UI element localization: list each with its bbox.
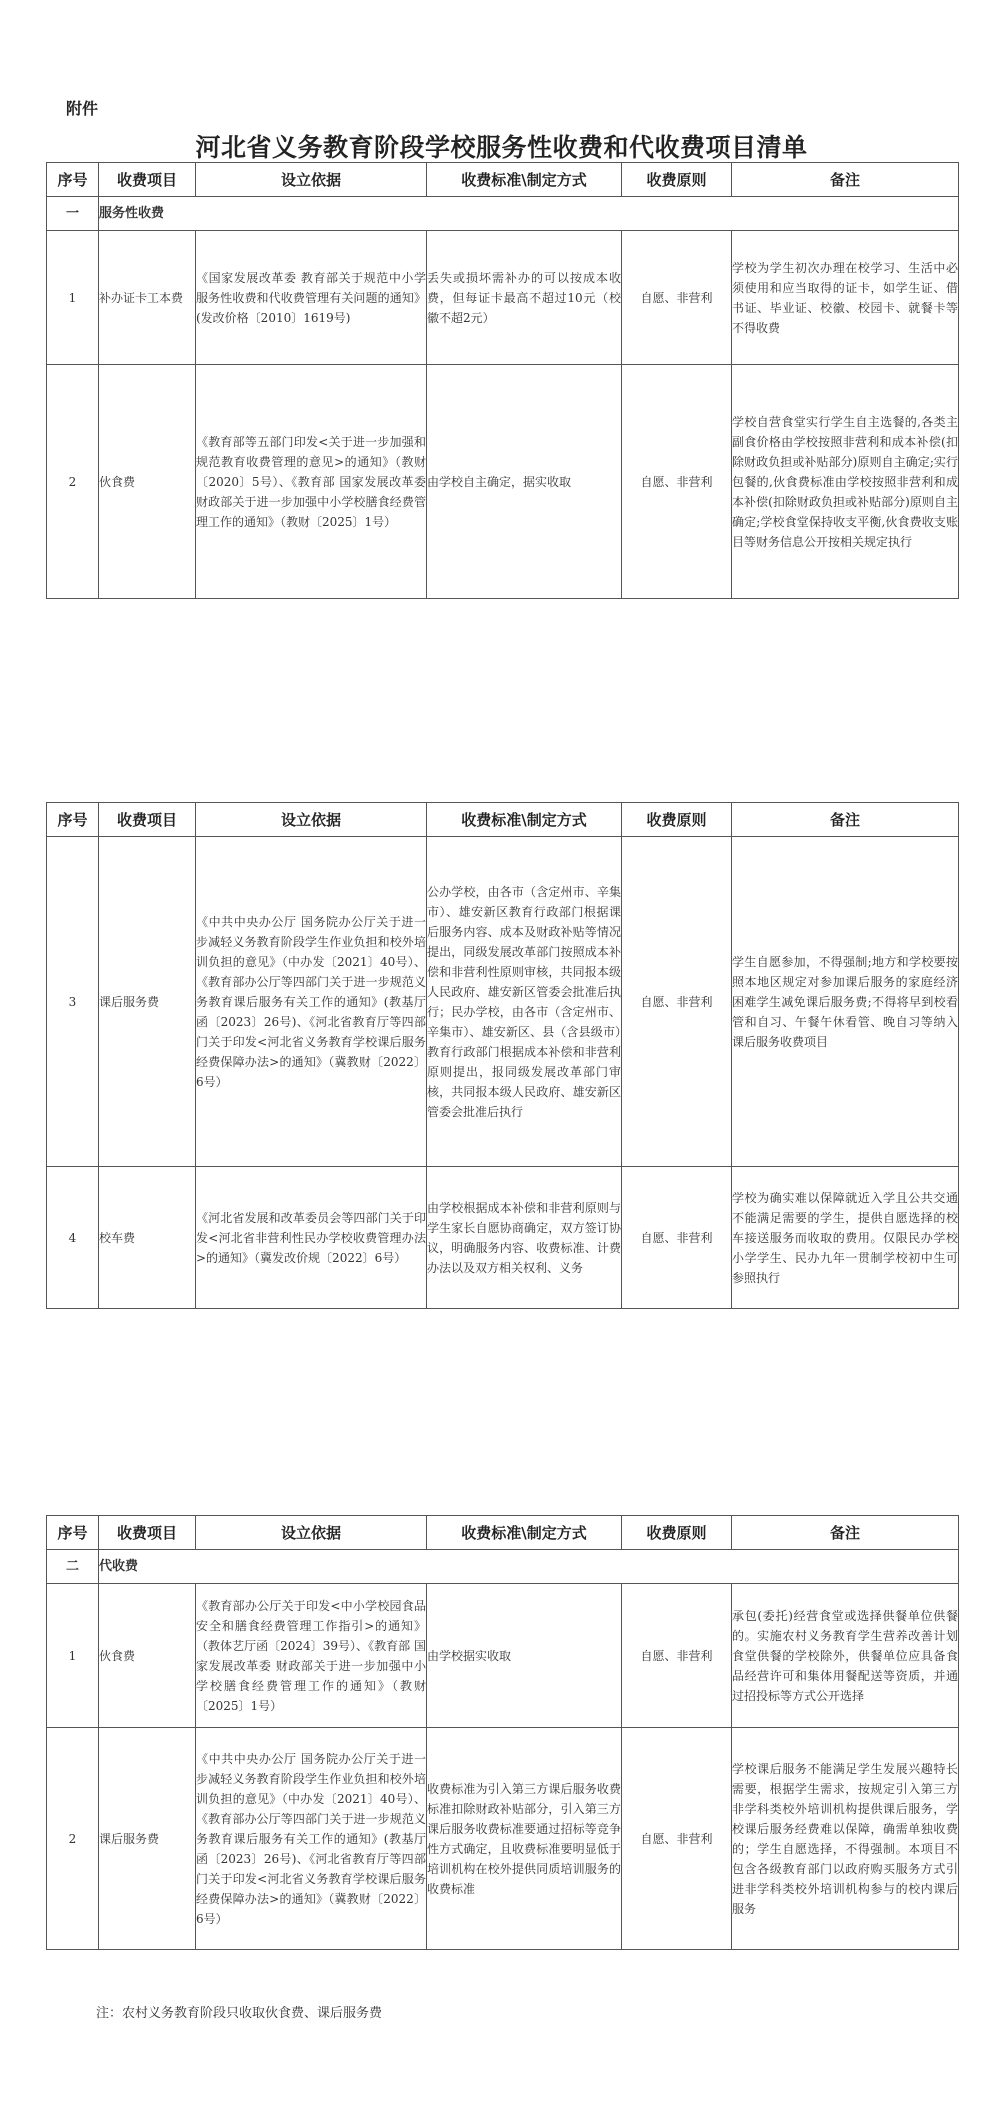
table-row: [47, 1584, 959, 1728]
fee-table-1: [46, 162, 959, 599]
header-index: 序号: [47, 1516, 99, 1550]
row-basis: 《教育部办公厅关于印发<中小学校园食品安全和膳食经费管理工作指引>的通知》（教体艺厅函〔2024〕39号）、《教育部 国家发展改革委 财政部关于进一步加强中小学校膳食经费管理工作的通知》（教财〔2025〕1号）: [196, 1584, 427, 1728]
row-index: 3: [47, 837, 99, 1167]
row-item: 补办证卡工本费: [99, 231, 196, 365]
section-number: 一: [47, 197, 99, 231]
header-principle: 收费原则: [622, 163, 732, 197]
header-item: 收费项目: [99, 803, 196, 837]
header-standard: 收费标准\制定方式: [427, 163, 622, 197]
table-header-row: [47, 1516, 959, 1550]
row-index: 1: [47, 231, 99, 365]
header-item: 收费项目: [99, 163, 196, 197]
row-principle: 自愿、非营利: [622, 365, 732, 599]
row-index: 1: [47, 1584, 99, 1728]
row-remark: 学校课后服务不能满足学生发展兴趣特长需要，根据学生需求，按规定引入第三方非学科类校外培训机构提供课后服务，学校课后服务经费难以保障，确需单独收费的；学生自愿选择，不得强制。本项目不包含各级教育部门以政府购买服务方式引进非学科类校外培训机构参与的校内课后服务: [732, 1728, 959, 1950]
row-index: 4: [47, 1167, 99, 1309]
row-item: 课后服务费: [99, 837, 196, 1167]
row-index: 2: [47, 1728, 99, 1950]
header-basis: 设立依据: [196, 1516, 427, 1550]
row-basis: 《中共中央办公厅 国务院办公厅关于进一步减轻义务教育阶段学生作业负担和校外培训负担的意见》（中办发〔2021〕40号）、《教育部办公厅等四部门关于进一步规范义务教育课后服务有关工作的通知》(教基厅函〔2023〕26号)、《河北省教育厅等四部门关于印发<河北省义务教育学校课后服务经费保障办法>的通知》（冀教财〔2022〕6号）: [196, 1728, 427, 1950]
row-item: 课后服务费: [99, 1728, 196, 1950]
header-index: 序号: [47, 803, 99, 837]
table-row: [47, 365, 959, 599]
header-basis: 设立依据: [196, 163, 427, 197]
table-header-row: [47, 803, 959, 837]
row-standard: 由学校据实收取: [427, 1584, 622, 1728]
section-row: [47, 1550, 959, 1584]
fee-table-3: [46, 1515, 959, 1950]
fee-table-2: [46, 802, 959, 1309]
header-standard: 收费标准\制定方式: [427, 803, 622, 837]
row-principle: 自愿、非营利: [622, 1728, 732, 1950]
table-header-row: [47, 163, 959, 197]
row-standard: 由学校根据成本补偿和非营利原则与学生家长自愿协商确定，双方签订协议，明确服务内容、收费标准、计费办法以及双方相关权利、义务: [427, 1167, 622, 1309]
header-remark: 备注: [732, 803, 959, 837]
header-standard: 收费标准\制定方式: [427, 1516, 622, 1550]
row-basis: 《教育部等五部门印发<关于进一步加强和规范教育收费管理的意见>的通知》（教财〔2020〕5号）、《教育部 国家发展改革委 财政部关于进一步加强中小学校膳食经费管理工作的通知》（教财〔2025〕1号）: [196, 365, 427, 599]
table-row: [47, 837, 959, 1167]
row-principle: 自愿、非营利: [622, 837, 732, 1167]
row-remark: 学校为确实难以保障就近入学且公共交通不能满足需要的学生，提供自愿选择的校车接送服务而收取的费用。仅限民办学校小学学生、民办九年一贯制学校初中生可参照执行: [732, 1167, 959, 1309]
row-basis: 《国家发展改革委 教育部关于规范中小学服务性收费和代收费管理有关问题的通知》(发改价格〔2010〕1619号): [196, 231, 427, 365]
table-row: [47, 1167, 959, 1309]
table-row: [47, 231, 959, 365]
section-label: 服务性收费: [99, 197, 959, 231]
row-principle: 自愿、非营利: [622, 1584, 732, 1728]
row-item: 伙食费: [99, 1584, 196, 1728]
row-remark: 承包(委托)经营食堂或选择供餐单位供餐的。实施农村义务教育学生营养改善计划食堂供餐的学校除外，供餐单位应具备食品经营许可和集体用餐配送等资质，并通过招投标等方式公开选择: [732, 1584, 959, 1728]
row-standard: 公办学校，由各市（含定州市、辛集市）、雄安新区教育行政部门根据课后服务内容、成本及财政补贴等情况提出，同级发展改革部门按照成本补偿和非营利性原则审核，共同报本级人民政府、雄安新区管委会批准后执行；民办学校，由各市（含定州市、辛集市）、雄安新区、县（含县级市）教育行政部门根据成本补偿和非营利原则提出，报同级发展改革部门审核，共同报本级人民政府、雄安新区管委会批准后执行: [427, 837, 622, 1167]
header-principle: 收费原则: [622, 1516, 732, 1550]
row-item: 校车费: [99, 1167, 196, 1309]
header-remark: 备注: [732, 1516, 959, 1550]
header-basis: 设立依据: [196, 803, 427, 837]
row-remark: 学校为学生初次办理在校学习、生活中必须使用和应当取得的证卡，如学生证、借书证、毕业证、校徽、校园卡、就餐卡等不得收费: [732, 231, 959, 365]
row-standard: 由学校自主确定，据实收取: [427, 365, 622, 599]
table-row: [47, 1728, 959, 1950]
section-row: [47, 197, 959, 231]
header-remark: 备注: [732, 163, 959, 197]
row-standard: 收费标准为引入第三方课后服务收费标准扣除财政补贴部分，引入第三方课后服务收费标准要通过招标等竞争性方式确定，且收费标准要明显低于培训机构在校外提供同质培训服务的收费标准: [427, 1728, 622, 1950]
row-basis: 《中共中央办公厅 国务院办公厅关于进一步减轻义务教育阶段学生作业负担和校外培训负担的意见》（中办发〔2021〕40号）、《教育部办公厅等四部门关于进一步规范义务教育课后服务有关工作的通知》(教基厅函〔2023〕26号)、《河北省教育厅等四部门关于印发<河北省义务教育学校课后服务经费保障办法>的通知》（冀教财〔2022〕6号）: [196, 837, 427, 1167]
attachment-label: 附件: [66, 99, 99, 118]
row-remark: 学校自营食堂实行学生自主选餐的,各类主副食价格由学校按照非营利和成本补偿(扣除财政负担或补贴部分)原则自主确定;实行包餐的,伙食费标准由学校按照非营利和成本补偿(扣除财政负担或补贴部分)原则自主确定;学校食堂保持收支平衡,伙食费收支账目等财务信息公开按相关规定执行: [732, 365, 959, 599]
document-title: 河北省义务教育阶段学校服务性收费和代收费项目清单: [195, 133, 808, 162]
row-remark: 学生自愿参加，不得强制;地方和学校要按照本地区规定对参加课后服务的家庭经济困难学生减免课后服务费;不得将早到校看管和自习、午餐午休看管、晚自习等纳入课后服务收费项目: [732, 837, 959, 1167]
row-principle: 自愿、非营利: [622, 231, 732, 365]
header-index: 序号: [47, 163, 99, 197]
header-item: 收费项目: [99, 1516, 196, 1550]
row-principle: 自愿、非营利: [622, 1167, 732, 1309]
header-principle: 收费原则: [622, 803, 732, 837]
footnote: 注：农村义务教育阶段只收取伙食费、课后服务费: [96, 2006, 383, 2021]
row-item: 伙食费: [99, 365, 196, 599]
row-index: 2: [47, 365, 99, 599]
row-basis: 《河北省发展和改革委员会等四部门关于印发<河北省非营利性民办学校收费管理办法>的通知》（冀发改价规〔2022〕6号）: [196, 1167, 427, 1309]
row-standard: 丢失或损坏需补办的可以按成本收费，但每证卡最高不超过10元（校徽不超2元）: [427, 231, 622, 365]
section-label: 代收费: [99, 1550, 959, 1584]
section-number: 二: [47, 1550, 99, 1584]
